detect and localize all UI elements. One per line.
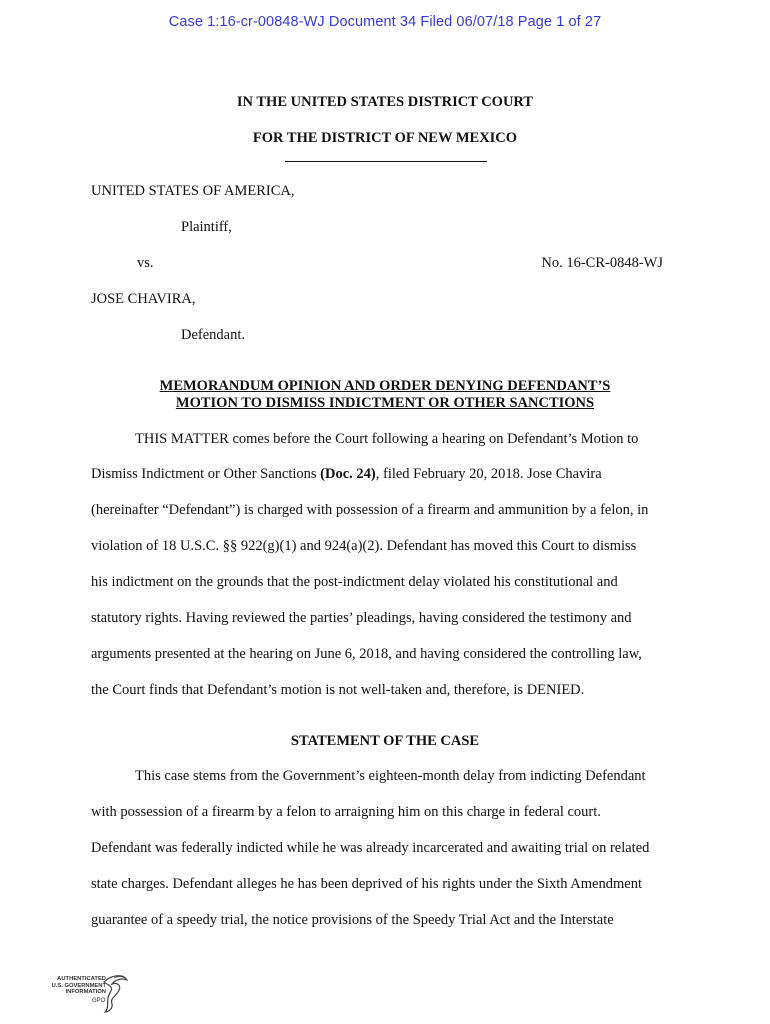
gpo-seal-line-1: AUTHENTICATED <box>57 976 106 982</box>
defendant-name: JOSE CHAVIRA, <box>91 291 196 307</box>
intro-line-3: (hereinafter “Defendant”) is charged with possession of a firearm and ammunition by a felon, in <box>91 502 649 518</box>
section-heading: STATEMENT OF THE CASE <box>290 733 480 749</box>
court-name-line2: FOR THE DISTRICT OF NEW MEXICO <box>252 130 518 146</box>
intro-line-2 <box>91 466 602 483</box>
plaintiff-name: UNITED STATES OF AMERICA, <box>91 183 295 199</box>
case-number: No. 16-CR-0848-WJ <box>541 255 663 271</box>
memo-title-line2: MOTION TO DISMISS INDICTMENT OR OTHER SANCTIONS <box>175 395 595 411</box>
memo-title-line1: MEMORANDUM OPINION AND ORDER DENYING DEFENDANT’S <box>159 378 611 394</box>
case-line-2: with possession of a firearm by a felon to arraigning him on this charge in federal court. <box>91 804 601 820</box>
intro-line-5: his indictment on the grounds that the post-indictment delay violated his constitutional and <box>91 574 618 590</box>
plaintiff-role: Plaintiff, <box>181 219 232 235</box>
gpo-seal-text <box>44 976 106 996</box>
gpo-mark: GPO <box>92 998 106 1004</box>
doc-reference: (Doc. 24) <box>320 466 376 482</box>
case-line-3: Defendant was federally indicted while he was already incarcerated and awaiting trial on related <box>91 840 650 856</box>
intro-line-2c: , filed February 20, 2018. Jose Chavira <box>375 466 602 482</box>
intro-line-8: the Court finds that Defendant’s motion is not well-taken and, therefore, is DENIED. <box>91 682 585 698</box>
case-header-stamp: Case 1:16-cr-00848-WJ Document 34 Filed 06/07/18 Page 1 of 27 <box>168 14 602 30</box>
case-line-5: guarantee of a speedy trial, the notice provisions of the Speedy Trial Act and the Interstate <box>91 912 614 928</box>
versus-label: vs. <box>137 255 154 271</box>
intro-line-6: statutory rights. Having reviewed the parties’ pleadings, having considered the testimony and <box>91 610 632 626</box>
intro-line-4: violation of 18 U.S.C. §§ 922(g)(1) and 924(a)(2). Defendant has moved this Court to dismiss <box>91 538 637 554</box>
eagle-icon <box>100 972 130 1016</box>
intro-line-7: arguments presented at the hearing on June 6, 2018, and having considered the controlling law, <box>91 646 642 662</box>
gpo-seal-line-2: U.S. GOVERNMENT <box>51 982 106 989</box>
court-name-line1: IN THE UNITED STATES DISTRICT COURT <box>236 94 534 110</box>
case-line-4: state charges. Defendant alleges he has been deprived of his rights under the Sixth Amendment <box>91 876 642 892</box>
intro-line-1: THIS MATTER comes before the Court following a hearing on Defendant’s Motion to <box>135 431 639 447</box>
case-line-1: This case stems from the Government’s eighteen-month delay from indicting Defendant <box>135 768 646 784</box>
defendant-role: Defendant. <box>181 327 246 343</box>
gpo-authentication-seal <box>44 972 134 1016</box>
intro-line-2a: Dismiss Indictment or Other Sanctions <box>91 466 321 482</box>
gpo-seal-line-3: INFORMATION <box>65 989 106 995</box>
heading-divider <box>285 161 487 162</box>
